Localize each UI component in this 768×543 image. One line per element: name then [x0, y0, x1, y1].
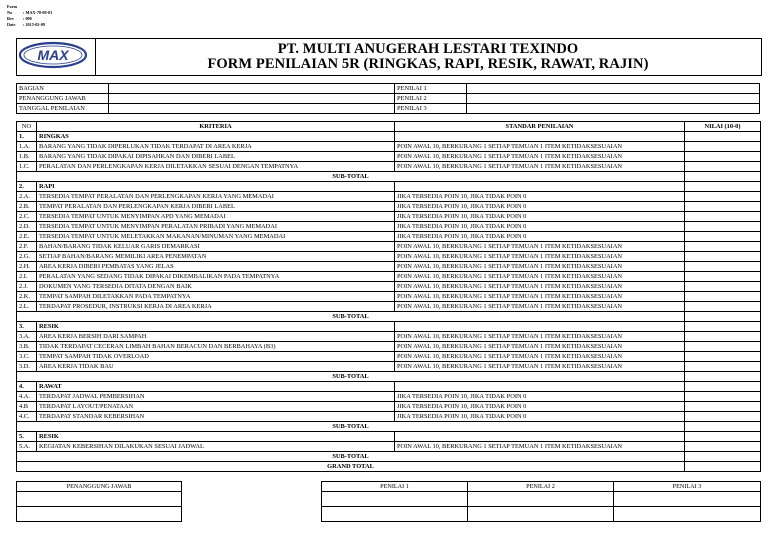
section-standar [395, 382, 685, 392]
section-no: 2. [17, 182, 37, 192]
signature-label-assessor-3: PENILAI 3 [614, 482, 761, 492]
company-name: PT. MULTI ANUGERAH LESTARI TEXINDO [277, 41, 579, 57]
criteria-standard: JIKA TERSEDIA POIN 10, JIKA TIDAK POIN 0 [395, 202, 685, 212]
signature-header-row [17, 482, 761, 492]
subtotal-row [17, 452, 761, 462]
form-meta [7, 4, 52, 28]
criteria-standard: POIN AWAL 10, BERKURANG 1 SETIAP TEMUAN 1 ITEM KETIDAKSESUAIAN [395, 242, 685, 252]
criteria-standard: POIN AWAL 10, BERKURANG 1 SETIAP TEMUAN 1 ITEM KETIDAKSESUAIAN [395, 302, 685, 312]
criteria-no: 3.A. [17, 332, 37, 342]
company-logo [17, 40, 89, 70]
criteria-standard: POIN AWAL 10, BERKURANG 1 SETIAP TEMUAN 1 ITEM KETIDAKSESUAIAN [395, 152, 685, 162]
subtotal-value-field[interactable] [685, 452, 761, 462]
criteria-no: 2.G. [17, 252, 37, 262]
criteria-standard: JIKA TERSEDIA POIN 10, JIKA TIDAK POIN 0 [395, 412, 685, 422]
criteria-row [17, 332, 761, 342]
grand-total-value-field[interactable] [685, 462, 761, 472]
header-kriteria: KRITERIA [37, 122, 395, 132]
criteria-row [17, 402, 761, 412]
criteria-row [17, 412, 761, 422]
criteria-standard: POIN AWAL 10, BERKURANG 1 SETIAP TEMUAN 1 ITEM KETIDAKSESUAIAN [395, 352, 685, 362]
signature-gap [182, 507, 322, 522]
criteria-no: 2.J. [17, 282, 37, 292]
info-value-field[interactable] [109, 84, 395, 94]
criteria-no: 2.H. [17, 262, 37, 272]
criteria-standard: POIN AWAL 10, BERKURANG 1 SETIAP TEMUAN 1 ITEM KETIDAKSESUAIAN [395, 142, 685, 152]
signature-field-assessor-1[interactable] [322, 507, 468, 522]
criteria-no: 2.K. [17, 292, 37, 302]
signature-label-assessor-2: PENILAI 2 [468, 482, 614, 492]
subtotal-label: SUB-TOTAL [17, 312, 685, 322]
criteria-no: 4.A. [17, 392, 37, 402]
rev-value: : 000 [23, 16, 32, 21]
date-value: : 2015-02-09 [23, 22, 45, 27]
assessor-value-field[interactable] [467, 94, 760, 104]
criteria-text: AREA KERJA TIDAK BAU [37, 362, 395, 372]
section-nilai [685, 132, 761, 142]
score-field[interactable] [685, 412, 761, 422]
info-row [17, 94, 760, 104]
info-label: BAGIAN [17, 84, 109, 94]
criteria-text: PERALATAN DAN PERLENGKAPAN KERJA DILETAKKAN SESUAI DENGAN TEMPATNYA [37, 162, 395, 172]
criteria-text: TEMPAT SAMPAH DILETAKKAN PADA TEMPATNYA [37, 292, 395, 302]
subtotal-label: SUB-TOTAL [17, 372, 685, 382]
section-name: RESIK [37, 322, 395, 332]
subtotal-value-field[interactable] [685, 172, 761, 182]
section-standar [395, 322, 685, 332]
criteria-text: TERDAPAT JADWAL PEMBERSIHAN [37, 392, 395, 402]
criteria-row [17, 232, 761, 242]
criteria-row [17, 152, 761, 162]
assessor-value-field[interactable] [467, 104, 760, 114]
section-nilai [685, 322, 761, 332]
subtotal-label: SUB-TOTAL [17, 172, 685, 182]
form-no-value: : MAX-78-09-01 [23, 10, 53, 15]
criteria-text: TERSEDIA TEMPAT UNTUK MELETAKKAN MAKANAN/MINUMAN YANG MEMADAI [37, 232, 395, 242]
grand-total-row [17, 462, 761, 472]
section-row [17, 382, 761, 392]
criteria-no: 1.B. [17, 152, 37, 162]
score-field[interactable] [685, 232, 761, 242]
signature-field-assessor-1[interactable] [322, 492, 468, 507]
criteria-standard: POIN AWAL 10, BERKURANG 1 SETIAP TEMUAN 1 ITEM KETIDAKSESUAIAN [395, 262, 685, 272]
signature-field-responsible[interactable] [17, 492, 182, 507]
criteria-row [17, 292, 761, 302]
criteria-standard: JIKA TERSEDIA POIN 10, JIKA TIDAK POIN 0 [395, 192, 685, 202]
criteria-row [17, 282, 761, 292]
section-row [17, 182, 761, 192]
info-row [17, 104, 760, 114]
criteria-row [17, 302, 761, 312]
criteria-text: TERDAPAT STANDAR KEBERSIHAN [37, 412, 395, 422]
score-field[interactable] [685, 402, 761, 412]
form-title: FORM PENILAIAN 5R (RINGKAS, RAPI, RESIK, RAWAT, RAJIN) [207, 56, 649, 72]
table-header-row [17, 122, 761, 132]
criteria-row [17, 342, 761, 352]
criteria-row [17, 392, 761, 402]
signature-gap [182, 482, 322, 492]
signature-field-responsible[interactable] [17, 507, 182, 522]
score-field[interactable] [685, 342, 761, 352]
score-field[interactable] [685, 332, 761, 342]
criteria-no: 1.A. [17, 142, 37, 152]
date-label: Date [7, 22, 16, 27]
criteria-standard: JIKA TERSEDIA POIN 10, JIKA TIDAK POIN 0 [395, 212, 685, 222]
grand-total-label: GRAND TOTAL [17, 462, 685, 472]
info-table [16, 83, 760, 114]
section-no: 5. [17, 432, 37, 442]
subtotal-label: SUB-TOTAL [17, 422, 685, 432]
section-nilai [685, 182, 761, 192]
section-name: RAWAT [37, 382, 395, 392]
criteria-text: TIDAK TERDAPAT CECERAN LIMBAH BAHAN BERACUN DAN BERBAHAYA (B3) [37, 342, 395, 352]
assessor-label: PENILAI 2 [395, 94, 467, 104]
signature-row [17, 492, 761, 507]
score-field[interactable] [685, 222, 761, 232]
criteria-text: BAHAN/BARANG TIDAK KELUAR GARIS DEMARKASI [37, 242, 395, 252]
criteria-no: 2.E. [17, 232, 37, 242]
section-standar [395, 182, 685, 192]
score-field[interactable] [685, 142, 761, 152]
criteria-text: TERSEDIA TEMPAT UNTUK MENYIMPAN APD YANG MEMADAI [37, 212, 395, 222]
score-field[interactable] [685, 362, 761, 372]
signature-field-assessor-3[interactable] [614, 507, 761, 522]
criteria-standard: POIN AWAL 10, BERKURANG 1 SETIAP TEMUAN 1 ITEM KETIDAKSESUAIAN [395, 272, 685, 282]
header-standar: STANDAR PENILAIAN [395, 122, 685, 132]
score-field[interactable] [685, 302, 761, 312]
subtotal-row [17, 312, 761, 322]
criteria-standard: POIN AWAL 10, BERKURANG 1 SETIAP TEMUAN 1 ITEM KETIDAKSESUAIAN [395, 362, 685, 372]
section-row [17, 432, 761, 442]
score-field[interactable] [685, 352, 761, 362]
info-label: PENANGGUNG JAWAB [17, 94, 109, 104]
section-name: RAPI [37, 182, 395, 192]
logo-text: MAX [37, 47, 69, 63]
score-field[interactable] [685, 192, 761, 202]
assessor-label: PENILAI 3 [395, 104, 467, 114]
section-name: RESIK [37, 432, 395, 442]
criteria-standard: JIKA TERSEDIA POIN 10, JIKA TIDAK POIN 0 [395, 232, 685, 242]
criteria-no: 2.D. [17, 222, 37, 232]
assessor-value-field[interactable] [467, 84, 760, 94]
criteria-text: KEGIATAN KEBERSIHAN DILAKUKAN SESUAI JADWAL [37, 442, 395, 452]
score-field[interactable] [685, 242, 761, 252]
score-field[interactable] [685, 212, 761, 222]
criteria-no: 4.B [17, 402, 37, 412]
signature-field-assessor-3[interactable] [614, 492, 761, 507]
score-field[interactable] [685, 442, 761, 452]
section-standar [395, 432, 685, 442]
subtotal-value-field[interactable] [685, 312, 761, 322]
criteria-no: 4.C. [17, 412, 37, 422]
criteria-row [17, 242, 761, 252]
score-field[interactable] [685, 392, 761, 402]
criteria-row [17, 142, 761, 152]
criteria-standard: JIKA TERSEDIA POIN 10, JIKA TIDAK POIN 0 [395, 222, 685, 232]
criteria-row [17, 352, 761, 362]
subtotal-value-field[interactable] [685, 372, 761, 382]
score-field[interactable] [685, 202, 761, 212]
criteria-row [17, 252, 761, 262]
criteria-row [17, 272, 761, 282]
criteria-no: 3.B. [17, 342, 37, 352]
criteria-standard: POIN AWAL 10, BERKURANG 1 SETIAP TEMUAN 1 ITEM KETIDAKSESUAIAN [395, 332, 685, 342]
subtotal-row [17, 172, 761, 182]
criteria-standard: JIKA TERSEDIA POIN 10, JIKA TIDAK POIN 0 [395, 392, 685, 402]
criteria-row [17, 212, 761, 222]
score-field[interactable] [685, 252, 761, 262]
assessor-label: PENILAI 1 [395, 84, 467, 94]
criteria-no: 2.L. [17, 302, 37, 312]
criteria-text: PERALATAN YANG SEDANG TIDAK DIPAKAI DIKEMBALIKAN PADA TEMPATNYA [37, 272, 395, 282]
subtotal-row [17, 422, 761, 432]
section-nilai [685, 382, 761, 392]
criteria-no: 1.C. [17, 162, 37, 172]
score-field[interactable] [685, 282, 761, 292]
criteria-standard: POIN AWAL 10, BERKURANG 1 SETIAP TEMUAN 1 ITEM KETIDAKSESUAIAN [395, 252, 685, 262]
criteria-text: DOKUMEN YANG TERSEDIA DITATA DENGAN BAIK [37, 282, 395, 292]
subtotal-value-field[interactable] [685, 422, 761, 432]
criteria-no: 2.B. [17, 202, 37, 212]
criteria-text: AREA KERJA DIBERI PEMBATAS YANG JELAS [37, 262, 395, 272]
section-no: 1. [17, 132, 37, 142]
score-field[interactable] [685, 292, 761, 302]
criteria-no: 2.C. [17, 212, 37, 222]
header-no: NO [17, 122, 37, 132]
section-no: 4. [17, 382, 37, 392]
criteria-standard: POIN AWAL 10, BERKURANG 1 SETIAP TEMUAN 1 ITEM KETIDAKSESUAIAN [395, 282, 685, 292]
info-row [17, 84, 760, 94]
criteria-text: BARANG YANG TIDAK DIPERLUKAN TIDAK TERDAPAT DI AREA KERJA [37, 142, 395, 152]
section-row [17, 322, 761, 332]
criteria-no: 2.I. [17, 272, 37, 282]
criteria-text: TEMPAT SAMPAH TIDAK OVERLOAD [37, 352, 395, 362]
info-value-field[interactable] [109, 104, 395, 114]
assessment-table [16, 121, 761, 472]
criteria-standard: JIKA TERSEDIA POIN 10, JIKA TIDAK POIN 0 [395, 402, 685, 412]
criteria-no: 5.A. [17, 442, 37, 452]
rev-label: Rev [7, 16, 14, 21]
signature-field-assessor-2[interactable] [468, 507, 614, 522]
subtotal-label: SUB-TOTAL [17, 452, 685, 462]
section-row [17, 132, 761, 142]
criteria-row [17, 162, 761, 172]
section-name: RINGKAS [37, 132, 395, 142]
criteria-text: TEMPAT PERALATAN DAN PERLENGKAPAN KERJA DIBERI LABEL [37, 202, 395, 212]
criteria-row [17, 192, 761, 202]
signature-row [17, 507, 761, 522]
score-field[interactable] [685, 272, 761, 282]
signature-field-assessor-2[interactable] [468, 492, 614, 507]
criteria-row [17, 202, 761, 212]
criteria-row [17, 442, 761, 452]
info-label: TANGGAL PENILAIAN [17, 104, 109, 114]
criteria-standard: POIN AWAL 10, BERKURANG 1 SETIAP TEMUAN 1 ITEM KETIDAKSESUAIAN [395, 442, 685, 452]
header-nilai: NILAI (10-0) [685, 122, 761, 132]
criteria-text: TERSEDIA TEMPAT UNTUK MENYIMPAN PERALATAN PRIBADI YANG MEMADAI [37, 222, 395, 232]
criteria-no: 2.F. [17, 242, 37, 252]
score-field[interactable] [685, 262, 761, 272]
criteria-text: TERSEDIA TEMPAT PERALATAN DAN PERLENGKAPAN KERJA YANG MEMADAI [37, 192, 395, 202]
section-standar [395, 132, 685, 142]
criteria-standard: POIN AWAL 10, BERKURANG 1 SETIAP TEMUAN 1 ITEM KETIDAKSESUAIAN [395, 292, 685, 302]
criteria-text: BARANG YANG TIDAK DIPAKAI DIPISAHKAN DAN DIBERI LABEL [37, 152, 395, 162]
signature-table [16, 481, 761, 522]
signature-gap [182, 492, 322, 507]
section-nilai [685, 432, 761, 442]
criteria-standard: POIN AWAL 10, BERKURANG 1 SETIAP TEMUAN 1 ITEM KETIDAKSESUAIAN [395, 162, 685, 172]
subtotal-row [17, 372, 761, 382]
criteria-no: 3.D. [17, 362, 37, 372]
signature-label-assessor-1: PENILAI 1 [322, 482, 468, 492]
criteria-text: AREA KERJA BERSIH DARI SAMPAH [37, 332, 395, 342]
criteria-text: TERDAPAT LAYOUT/PENATAAN [37, 402, 395, 412]
criteria-row [17, 362, 761, 372]
criteria-text: TERDAPAT PROSEDUR, INSTRUKSI KERJA DI AREA KERJA [37, 302, 395, 312]
form-no-label: Form No [7, 4, 17, 15]
score-field[interactable] [685, 162, 761, 172]
criteria-no: 2.A. [17, 192, 37, 202]
criteria-standard: POIN AWAL 10, BERKURANG 1 SETIAP TEMUAN 1 ITEM KETIDAKSESUAIAN [395, 342, 685, 352]
score-field[interactable] [685, 152, 761, 162]
criteria-row [17, 222, 761, 232]
criteria-row [17, 262, 761, 272]
criteria-no: 3.C. [17, 352, 37, 362]
section-no: 3. [17, 322, 37, 332]
info-value-field[interactable] [109, 94, 395, 104]
criteria-text: SETIAP BAHAN/BARANG MEMILIKI AREA PENEMPATAN [37, 252, 395, 262]
signature-label-responsible: PENANGGUNG JAWAB [17, 482, 182, 492]
header-box [16, 38, 762, 76]
